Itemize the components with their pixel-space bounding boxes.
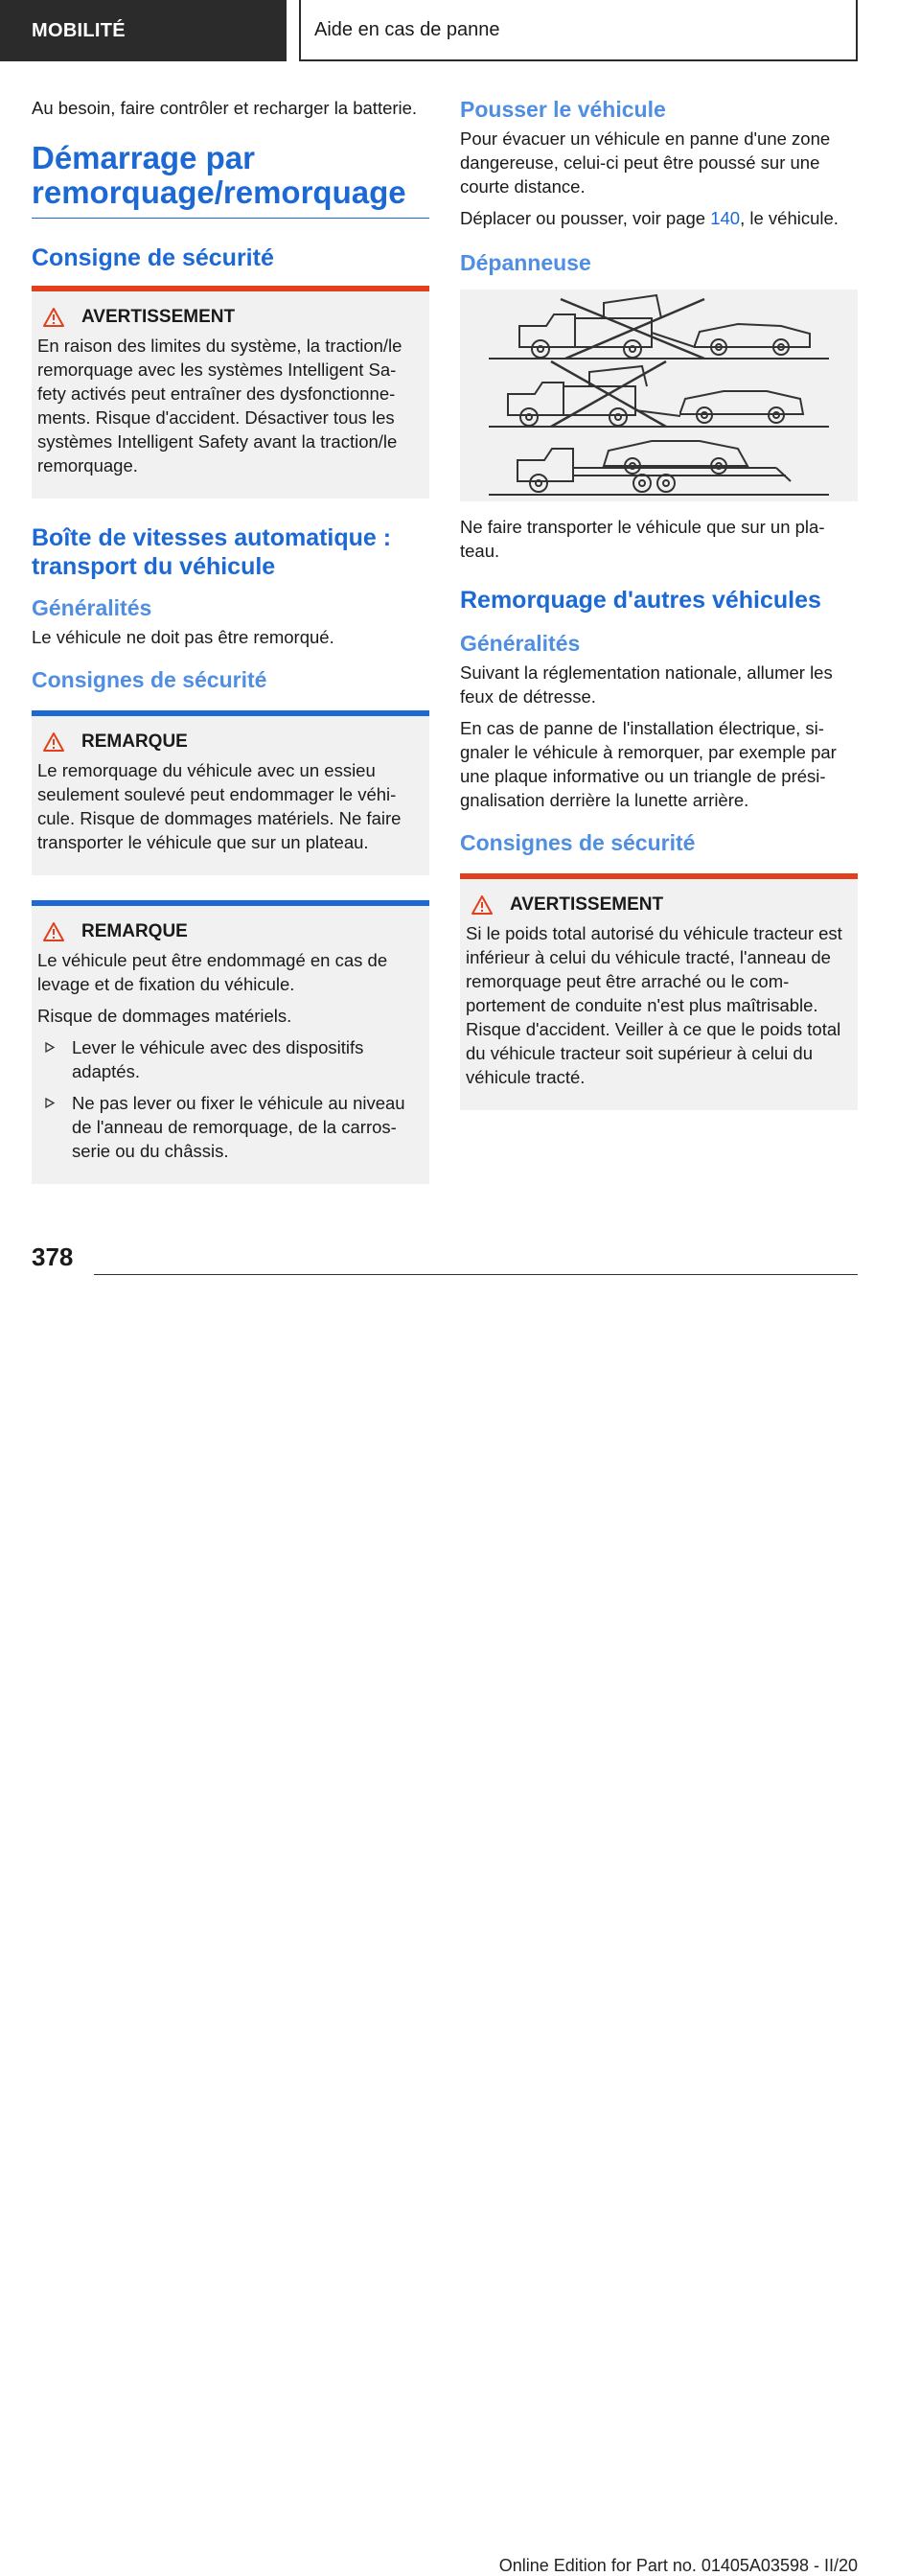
warning-text: En raison des limites du système, la traction/le remorquage avec les systèmes Intelligent Sa-fety activés peut entraîner des dysfonctionne-ments. Risque d'accident. Désactiver tous les systèmes Intelligent Safety avant la traction/le remorquage. xyxy=(37,336,402,476)
warning-text: Si le poids total autorisé du véhicule tracteur est inférieur à celui du véhicule tracté, l'anneau de remorquage peut être arraché ou le com-portement de conduite n'est plus maîtrisable. Risque d'accident. Veiller à ce que le poids total du véhicule tracteur soit supérieur à celui du véhicule tracté. xyxy=(466,923,842,1087)
warning-label: AVERTISSEMENT xyxy=(510,894,664,915)
footer-rule xyxy=(94,1274,858,2575)
plateau-text: Ne faire transporter le véhicule que sur un pla-teau. xyxy=(460,517,825,561)
warning-triangle-icon xyxy=(472,895,493,915)
warning-box-poids xyxy=(460,873,858,1110)
pousser-text: Pour évacuer un véhicule en panne d'une zone dangereuse, celui-ci peut être poussé sur une courte distance. xyxy=(460,128,831,197)
note-box-levage xyxy=(32,900,429,1184)
generalites-heading: Généralités xyxy=(460,631,581,656)
generalites-heading: Généralités xyxy=(32,595,152,620)
tow-truck-illustration xyxy=(460,290,858,501)
intro-text: Au besoin, faire contrôler et recharger la batterie. xyxy=(32,98,418,118)
note-text: Le remorquage du véhicule avec un essieu seulement soulevé peut endommager le véhi-cule. Risque de dommages matériels. Ne faire transporter le véhicule que sur un plateau. xyxy=(37,760,402,852)
generalites-text: Le véhicule ne doit pas être remorqué. xyxy=(32,627,334,647)
note-list xyxy=(37,1035,424,1163)
warning-header xyxy=(37,307,424,328)
generalites-text: En cas de panne de l'installation électrique, si-gnaler le véhicule à remorquer, par exemple par une plaque informative ou un triangle de prési-gnalisation derrière la lunette arrière. xyxy=(460,718,837,810)
note-header xyxy=(37,921,424,942)
list-item-text: Ne pas lever ou fixer le véhicule au niveau de l'anneau de remorquage, de la carros-serie ou du châssis. xyxy=(72,1093,405,1161)
warning-box-traction xyxy=(32,286,429,499)
pousser-heading: Pousser le véhicule xyxy=(460,97,666,122)
chapter-title: Aide en cas de panne xyxy=(314,19,500,40)
boite-heading: Boîte de vitesses automatique : transport du véhicule xyxy=(32,524,392,580)
consignes-heading: Consignes de sécurité xyxy=(460,830,696,855)
note-label: REMARQUE xyxy=(81,731,188,752)
warning-triangle-icon xyxy=(43,922,64,941)
warning-triangle-icon xyxy=(43,732,64,752)
bullet-triangle-icon xyxy=(45,1042,55,1053)
note-header xyxy=(37,731,424,753)
warning-header xyxy=(466,894,852,916)
left-column xyxy=(32,96,429,1197)
list-item xyxy=(37,1091,424,1163)
note-box-essieu xyxy=(32,710,429,875)
deplacer-text-before: Déplacer ou pousser, voir page xyxy=(460,208,711,228)
warning-triangle-icon xyxy=(43,308,64,327)
warning-label: AVERTISSEMENT xyxy=(81,307,236,327)
page-number: 378 xyxy=(32,1242,74,1271)
section-title: MOBILITÉ xyxy=(32,20,126,41)
list-item-text: Lever le véhicule avec des dispositifs adaptés. xyxy=(72,1037,364,1081)
page-link[interactable]: 140 xyxy=(710,208,741,228)
footer-edition: Online Edition for Part no. 01405A03598 - II/20 xyxy=(498,2556,858,2575)
bullet-triangle-icon xyxy=(45,1098,55,1108)
deplacer-text xyxy=(460,206,858,230)
remorquage-heading: Remorquage d'autres véhicules xyxy=(460,587,821,614)
consigne-heading: Consigne de sécurité xyxy=(32,244,274,271)
main-heading: Démarrage par remorquage/remorquage xyxy=(32,128,429,219)
deplacer-text-after: , le véhicule. xyxy=(740,208,839,228)
tow-truck-drawing xyxy=(460,290,858,501)
list-item xyxy=(37,1035,424,1083)
right-column xyxy=(460,96,858,1124)
chapter-tab xyxy=(299,0,858,61)
note-label: REMARQUE xyxy=(81,921,188,941)
section-tab xyxy=(0,0,287,61)
note-text: Le véhicule peut être endommagé en cas de levage et de fixation du véhicule. xyxy=(37,950,388,994)
depanneuse-heading: Dépanneuse xyxy=(460,250,591,275)
consignes-heading: Consignes de sécurité xyxy=(32,667,267,692)
generalites-text: Suivant la réglementation nationale, allumer les feux de détresse. xyxy=(460,662,833,707)
note-text: Risque de dommages matériels. xyxy=(37,1006,292,1026)
